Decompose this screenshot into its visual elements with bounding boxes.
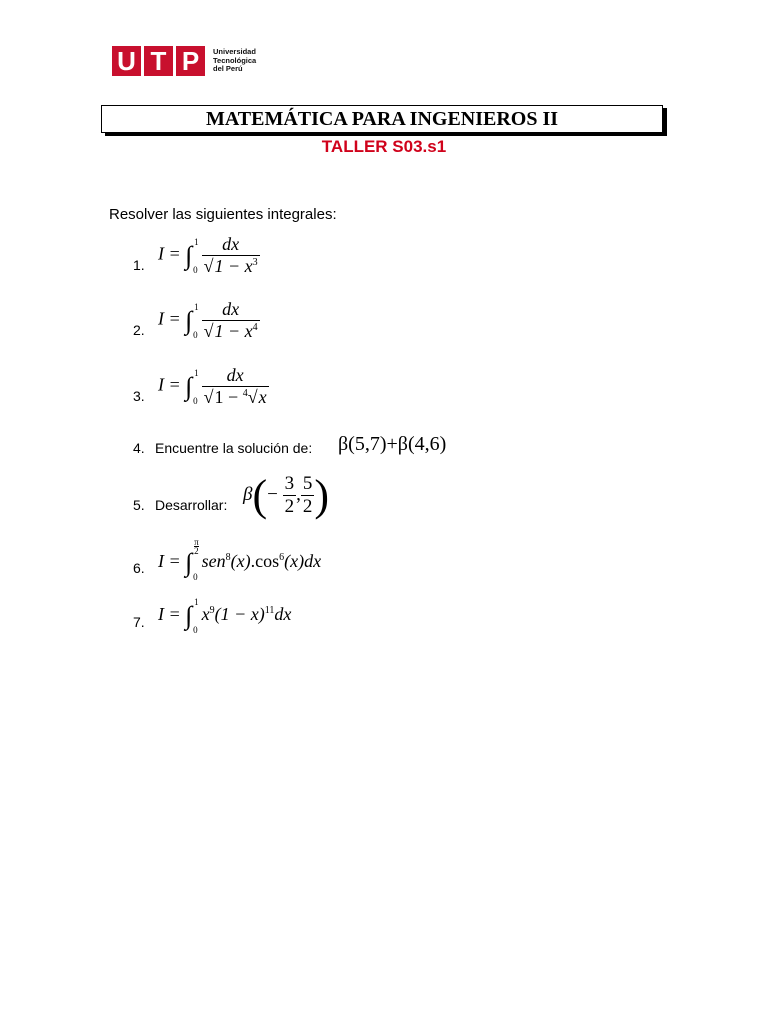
problem-number: 4. — [133, 440, 145, 456]
lhs: I = — [158, 604, 181, 625]
lhs: I = — [158, 308, 181, 329]
exponent: 9 — [209, 605, 215, 617]
problem-label: Encuentre la solución de: — [155, 440, 313, 456]
denominator: √1 − $^4$√x — [203, 387, 267, 407]
problem-5-expression: β(− $\frac{3}{2}$ , $\frac{5}{2}$ ) — [243, 471, 329, 520]
problem-6-expression — [158, 537, 322, 582]
denominator: 2 — [284, 496, 295, 517]
upper-limit: 1 — [194, 236, 199, 247]
factor: (1 − x) — [214, 604, 265, 625]
exponent: 11 — [264, 605, 275, 617]
integral-sign: ∫ $\frac{\pi}{2}$ 0 — [185, 537, 199, 582]
argument: (x)dx — [284, 551, 322, 572]
beta-symbol: β — [243, 483, 253, 505]
integral-sign: ∫ 1 0 — [185, 301, 199, 340]
integral-sign: ∫ 1 0 — [185, 367, 199, 406]
problem-4-expression: β(5,7)+β(4,6) — [338, 433, 447, 455]
fraction — [301, 473, 315, 518]
upper-limit: 1 — [194, 301, 199, 312]
logo-text — [213, 48, 256, 74]
base: x — [201, 604, 210, 625]
instructions: Resolver las siguientes integrales: — [109, 206, 337, 223]
logo-letter-u: U — [112, 46, 141, 76]
logo-letter-p: P — [176, 46, 205, 76]
problem-2-expression — [158, 299, 260, 342]
exponent: 8 — [225, 552, 231, 564]
lower-limit: 0 — [193, 264, 198, 275]
denominator: 2 — [302, 496, 313, 517]
exponent: 3 — [252, 257, 258, 268]
upper-limit: 1 — [194, 367, 199, 378]
radicand: 1 − — [214, 387, 243, 407]
denominator: $√1 - x^4$ — [203, 321, 258, 341]
fraction — [283, 473, 297, 518]
problem-1-expression — [158, 234, 260, 277]
problem-number: 6. — [133, 560, 145, 576]
problem-number: 3. — [133, 388, 145, 404]
numerator: 3 — [284, 473, 295, 494]
problem-number: 7. — [133, 614, 145, 630]
argument: (x) — [230, 551, 251, 572]
logo-text-line: Tecnológica — [213, 55, 257, 65]
logo-text-line: Universidad — [213, 47, 256, 57]
fraction — [202, 365, 269, 408]
integral-sign: ∫ 1 0 — [185, 597, 199, 635]
differential: dx — [274, 604, 292, 625]
problem-number: 1. — [133, 257, 145, 273]
minus-sign: − — [267, 483, 278, 505]
problem-number: 2. — [133, 322, 145, 338]
dot: . — [250, 551, 256, 572]
fraction — [202, 234, 260, 277]
lower-limit: 0 — [193, 572, 198, 582]
problem-3-expression — [158, 365, 269, 408]
lower-limit: 0 — [193, 395, 198, 406]
numerator: dx — [226, 365, 244, 385]
upper-limit — [194, 538, 199, 555]
numerator: 5 — [302, 473, 313, 494]
fraction — [202, 299, 260, 342]
lhs: I = — [158, 243, 181, 264]
upper-limit-den: 2 — [194, 546, 199, 556]
upper-limit-num: π — [194, 537, 199, 547]
numerator: dx — [222, 299, 240, 319]
lhs: I = — [158, 551, 181, 572]
logo-text-line: del Perú — [213, 64, 243, 74]
inner-radicand: x — [258, 387, 267, 407]
root-index: 4 — [242, 388, 248, 399]
radicand: 1 − x — [214, 256, 253, 276]
problem-7-expression — [158, 597, 292, 635]
page-title: MATEMÁTICA PARA INGENIEROS II — [101, 105, 663, 133]
exponent: 6 — [279, 552, 285, 564]
numerator: dx — [222, 234, 240, 254]
problem-label: Desarrollar: — [155, 497, 228, 513]
utp-logo — [112, 45, 256, 77]
logo-letter-t: T — [144, 46, 173, 76]
cosine-function: cos — [255, 551, 280, 572]
problem-number: 5. — [133, 497, 145, 513]
denominator: $√1 - x^3$ — [203, 256, 258, 276]
lhs: I = — [158, 374, 181, 395]
exponent: 4 — [252, 322, 258, 333]
lower-limit: 0 — [193, 625, 198, 635]
integral-sign: ∫ 1 0 — [185, 236, 199, 275]
radicand: 1 − x — [214, 321, 253, 341]
upper-limit: 1 — [194, 597, 199, 607]
sine-function: sen — [201, 551, 226, 572]
lower-limit: 0 — [193, 329, 198, 340]
page-subtitle: TALLER S03.s1 — [321, 137, 447, 156]
